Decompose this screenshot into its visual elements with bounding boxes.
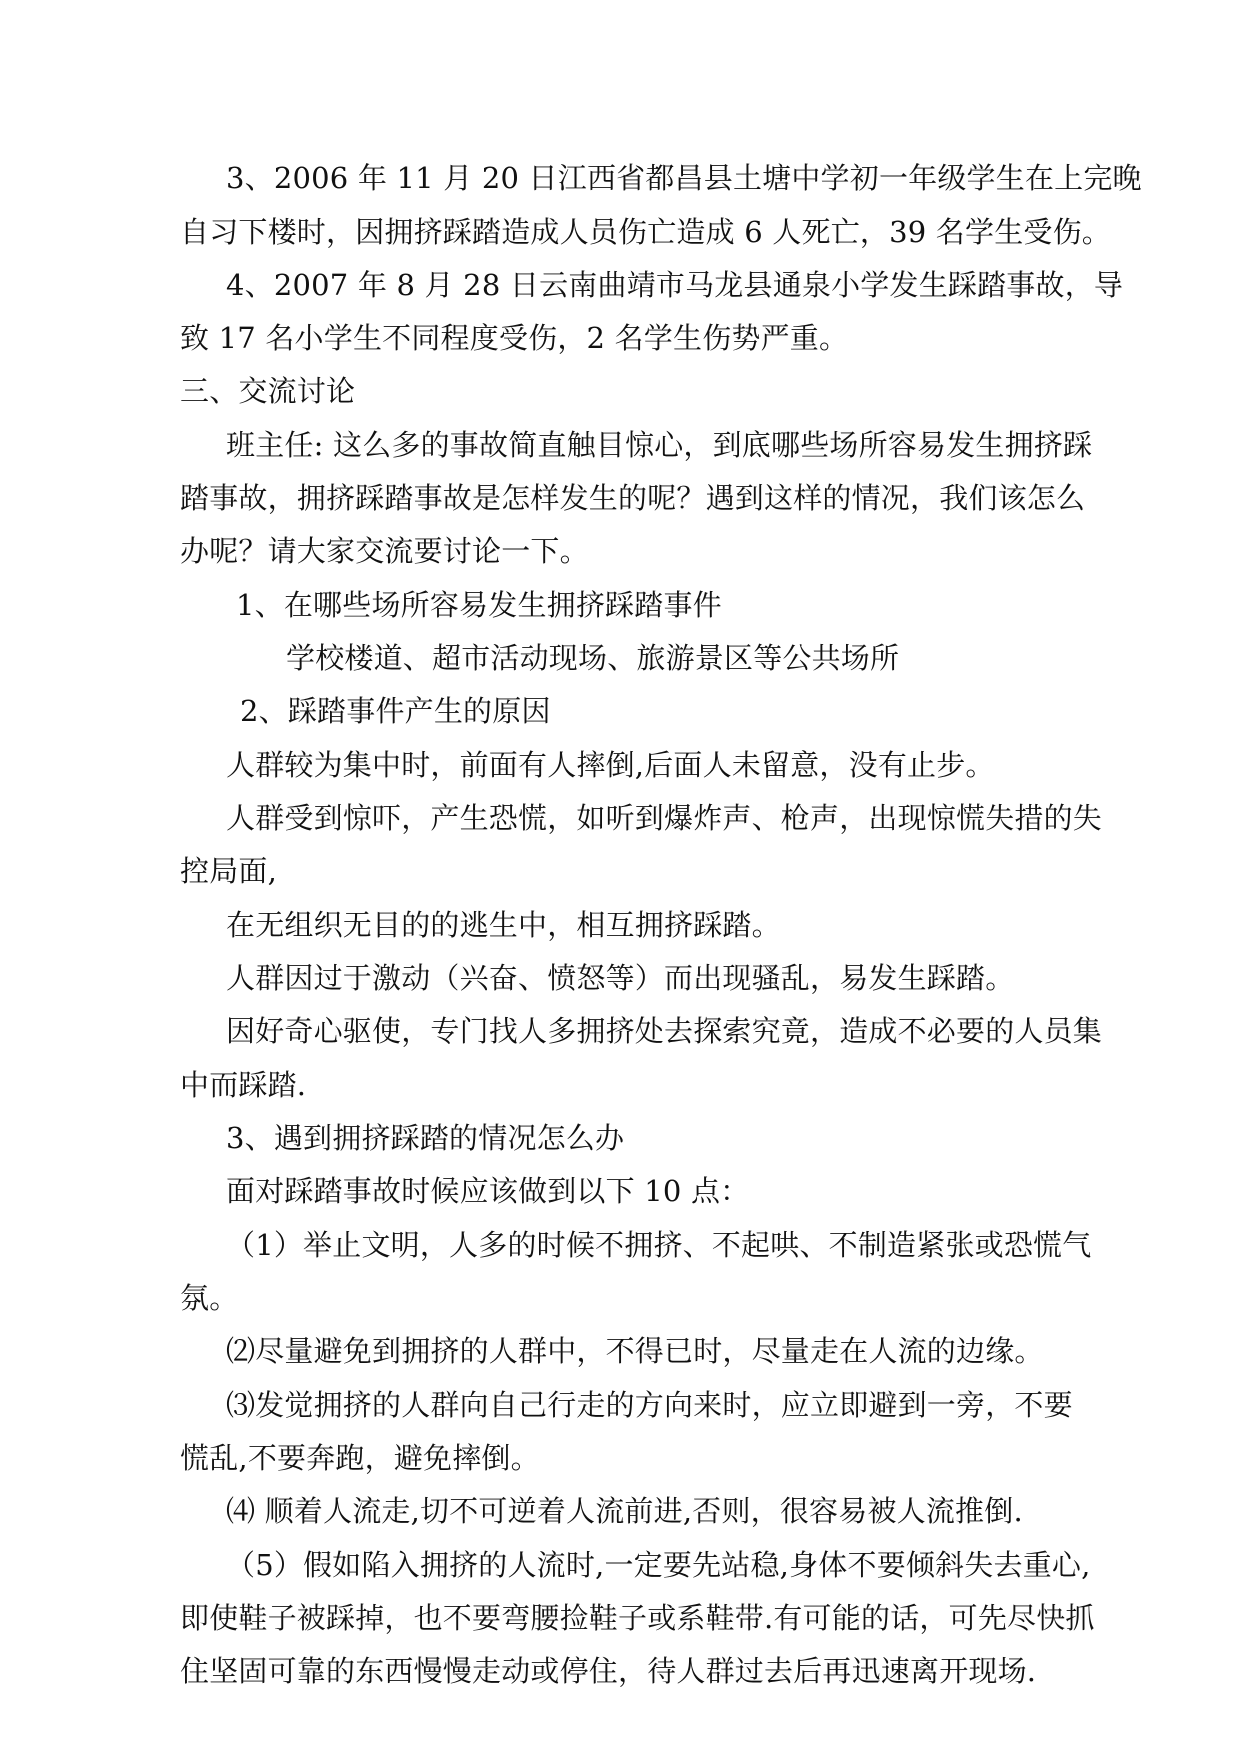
list-item-line: ⑵尽量避免到拥挤的人群中，不得已时，尽量走在人流的边缘。 [226,1334,1044,1368]
list-item-line: ⑶发觉拥挤的人群向自己行走的方向来时，应立即避到一旁，不要 [226,1388,1073,1422]
paragraph-line: 自习下楼时，因拥挤踩踏造成人员伤亡造成 6 人死亡，39 名学生受伤。 [180,215,1112,249]
paragraph-line: 人群因过于激动（兴奋、愤怒等）而出现骚乱，易发生踩踏。 [226,961,1015,995]
paragraph-line: 办呢？请大家交流要讨论一下。 [180,534,589,568]
subheading: 3、遇到拥挤踩踏的情况怎么办 [226,1121,625,1155]
list-item-line: 住坚固可靠的东西慢慢走动或停住，待人群过去后再迅速离开现场. [180,1654,1037,1688]
list-item-line: 慌乱,不要奔跑，避免摔倒。 [180,1441,540,1475]
list-item-line: （1）举止文明，人多的时候不拥挤、不起哄、不制造紧张或恐慌气 [226,1228,1092,1262]
list-item-line: 氛。 [180,1281,239,1315]
paragraph-line: 致 17 名小学生不同程度受伤，2 名学生伤势严重。 [180,321,849,355]
paragraph-line: 人群较为集中时，前面有人摔倒,后面人未留意，没有止步。 [226,748,995,782]
paragraph-line: 面对踩踏事故时候应该做到以下 10 点： [226,1174,750,1208]
list-item-line: ⑷ 顺着人流走,切不可逆着人流前进,否则，很容易被人流推倒. [226,1494,1023,1528]
paragraph-line: 因好奇心驱使，专门找人多拥挤处去探索究竟，造成不必要的人员集 [226,1014,1103,1048]
paragraph-line: 班主任: 这么多的事故简直触目惊心，到底哪些场所容易发生拥挤踩 [226,428,1093,462]
subheading: 1、在哪些场所容易发生拥挤踩踏事件 [236,588,722,622]
paragraph-line: 控局面, [180,854,278,888]
paragraph-line: 学校楼道、超市活动现场、旅游景区等公共场所 [286,641,900,675]
list-item-line: 即使鞋子被踩掉，也不要弯腰捡鞋子或系鞋带.有可能的话，可先尽快抓 [180,1601,1095,1635]
paragraph-line: 3、2006 年 11 月 20 日江西省都昌县土塘中学初一年级学生在上完晚 [226,161,1142,195]
paragraph-line: 4、2007 年 8 月 28 日云南曲靖市马龙县通泉小学发生踩踏事故，导 [226,268,1124,302]
paragraph-line: 人群受到惊吓，产生恐慌，如听到爆炸声、枪声，出现惊慌失措的失 [226,801,1103,835]
section-heading: 三、交流讨论 [180,374,356,408]
paragraph-line: 踏事故，拥挤踩踏事故是怎样发生的呢？遇到这样的情况，我们该怎么 [180,481,1086,515]
paragraph-line: 中而踩踏. [180,1068,307,1102]
list-item-line: （5）假如陷入拥挤的人流时,一定要先站稳,身体不要倾斜失去重心, [226,1548,1091,1582]
paragraph-line: 在无组织无目的的逃生中，相互拥挤踩踏。 [226,908,781,942]
subheading: 2、踩踏事件产生的原因 [240,694,551,728]
